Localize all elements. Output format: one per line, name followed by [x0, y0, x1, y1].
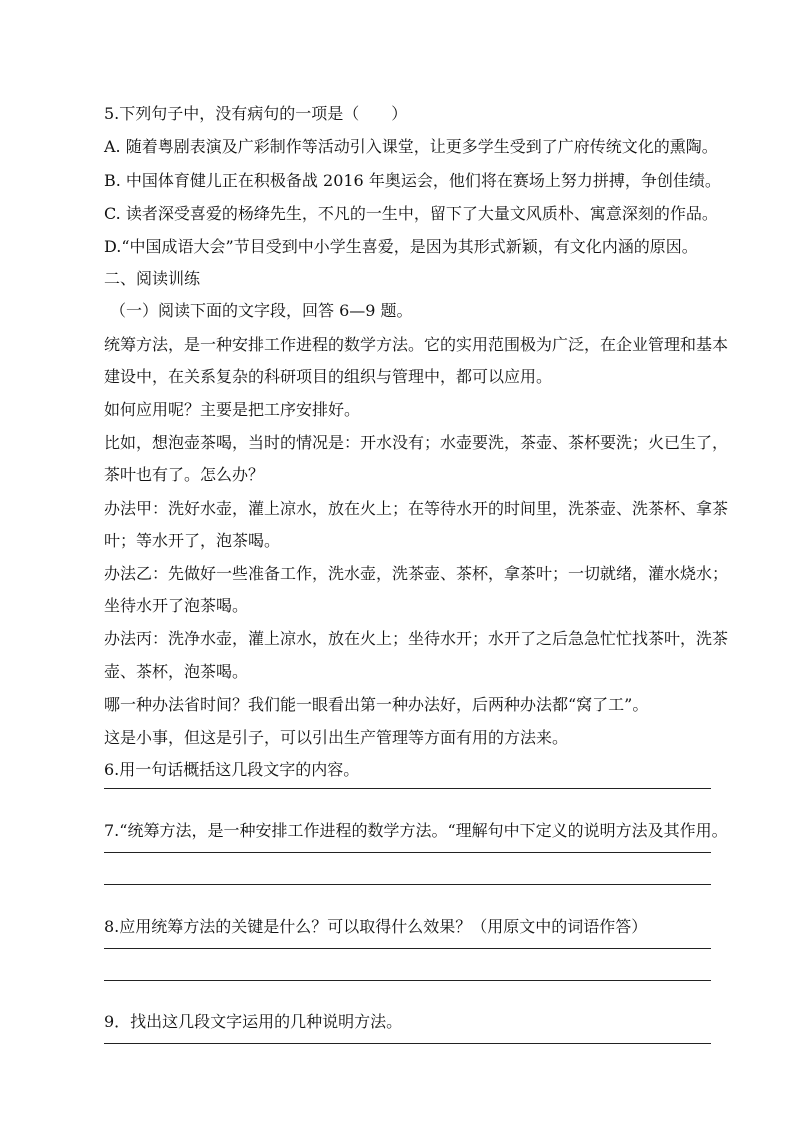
- answer-line-7b[interactable]: [104, 884, 711, 885]
- question-8: 8.应用统筹方法的关键是什么？可以取得什么效果？（用原文中的词语作答）: [104, 917, 648, 936]
- passage-line: 叶；等水开了，泡茶喝。: [104, 531, 281, 550]
- question-9: 9．找出这几段文字运用的几种说明方法。: [104, 1012, 403, 1031]
- passage-line: 统筹方法，是一种安排工作进程的数学方法。它的实用范围极为广泛，在企业管理和基本: [104, 335, 729, 354]
- section-title: 二、阅读训练: [104, 269, 201, 288]
- q5-option-a: A. 随着粤剧表演及广彩制作等活动引入课堂，让更多学生受到了广府传统文化的熏陶。: [104, 137, 718, 156]
- passage-line: 办法乙：先做好一些准备工作，洗水壶，洗茶壶、茶杯，拿茶叶；一切就绪，灌水烧水；: [104, 564, 729, 583]
- passage-line: 办法甲：洗好水壶，灌上凉水，放在火上；在等待水开的时间里，洗茶壶、洗茶杯、拿茶: [104, 499, 729, 518]
- q5-option-d: D.“中国成语大会”节目受到中小学生喜爱，是因为其形式新颖，有文化内涵的原因。: [104, 237, 698, 256]
- q5-option-c: C. 读者深受喜爱的杨绛先生，不凡的一生中，留下了大量文风质朴、寓意深刻的作品。: [104, 204, 718, 223]
- passage-line: 建设中，在关系复杂的科研项目的组织与管理中，都可以应用。: [104, 367, 553, 386]
- passage-line: 办法丙：洗净水壶，灌上凉水，放在火上；坐待水开；水开了之后急急忙忙找茶叶，洗茶: [104, 629, 729, 648]
- passage-line: 茶叶也有了。怎么办？: [104, 465, 265, 484]
- section-subtitle: （一）阅读下面的文字段，回答 6—9 题。: [110, 301, 413, 320]
- q5-stem: 5.下列句子中，没有病句的一项是（ ）: [104, 104, 408, 123]
- passage-line: 坐待水开了泡茶喝。: [104, 596, 249, 615]
- passage-line: 比如，想泡壶茶喝，当时的情况是：开水没有；水壶要洗，茶壶、茶杯要洗；火已生了，: [104, 433, 729, 452]
- question-7: 7.“统筹方法，是一种安排工作进程的数学方法。“理解句中下定义的说明方法及其作用。: [104, 821, 728, 840]
- passage-line: 这是小事，但这是引子，可以引出生产管理等方面有用的方法来。: [104, 728, 569, 747]
- passage-line: 哪一种办法省时间？我们能一眼看出第一种办法好，后两种办法都“窝了工”。: [104, 695, 649, 714]
- answer-line-8a[interactable]: [104, 948, 711, 949]
- answer-line-9[interactable]: [104, 1043, 711, 1044]
- answer-line-7a[interactable]: [104, 852, 711, 853]
- question-6: 6.用一句话概括这几段文字的内容。: [104, 760, 360, 779]
- q5-option-b: B. 中国体育健儿正在积极备战 2016 年奥运会，他们将在赛场上努力拼搏，争创佳绩。: [104, 171, 721, 190]
- answer-line-8b[interactable]: [104, 980, 711, 981]
- passage-line: 如何应用呢？主要是把工序安排好。: [104, 400, 361, 419]
- passage-line: 壶、茶杯，泡茶喝。: [104, 662, 249, 681]
- answer-line-6[interactable]: [104, 788, 711, 789]
